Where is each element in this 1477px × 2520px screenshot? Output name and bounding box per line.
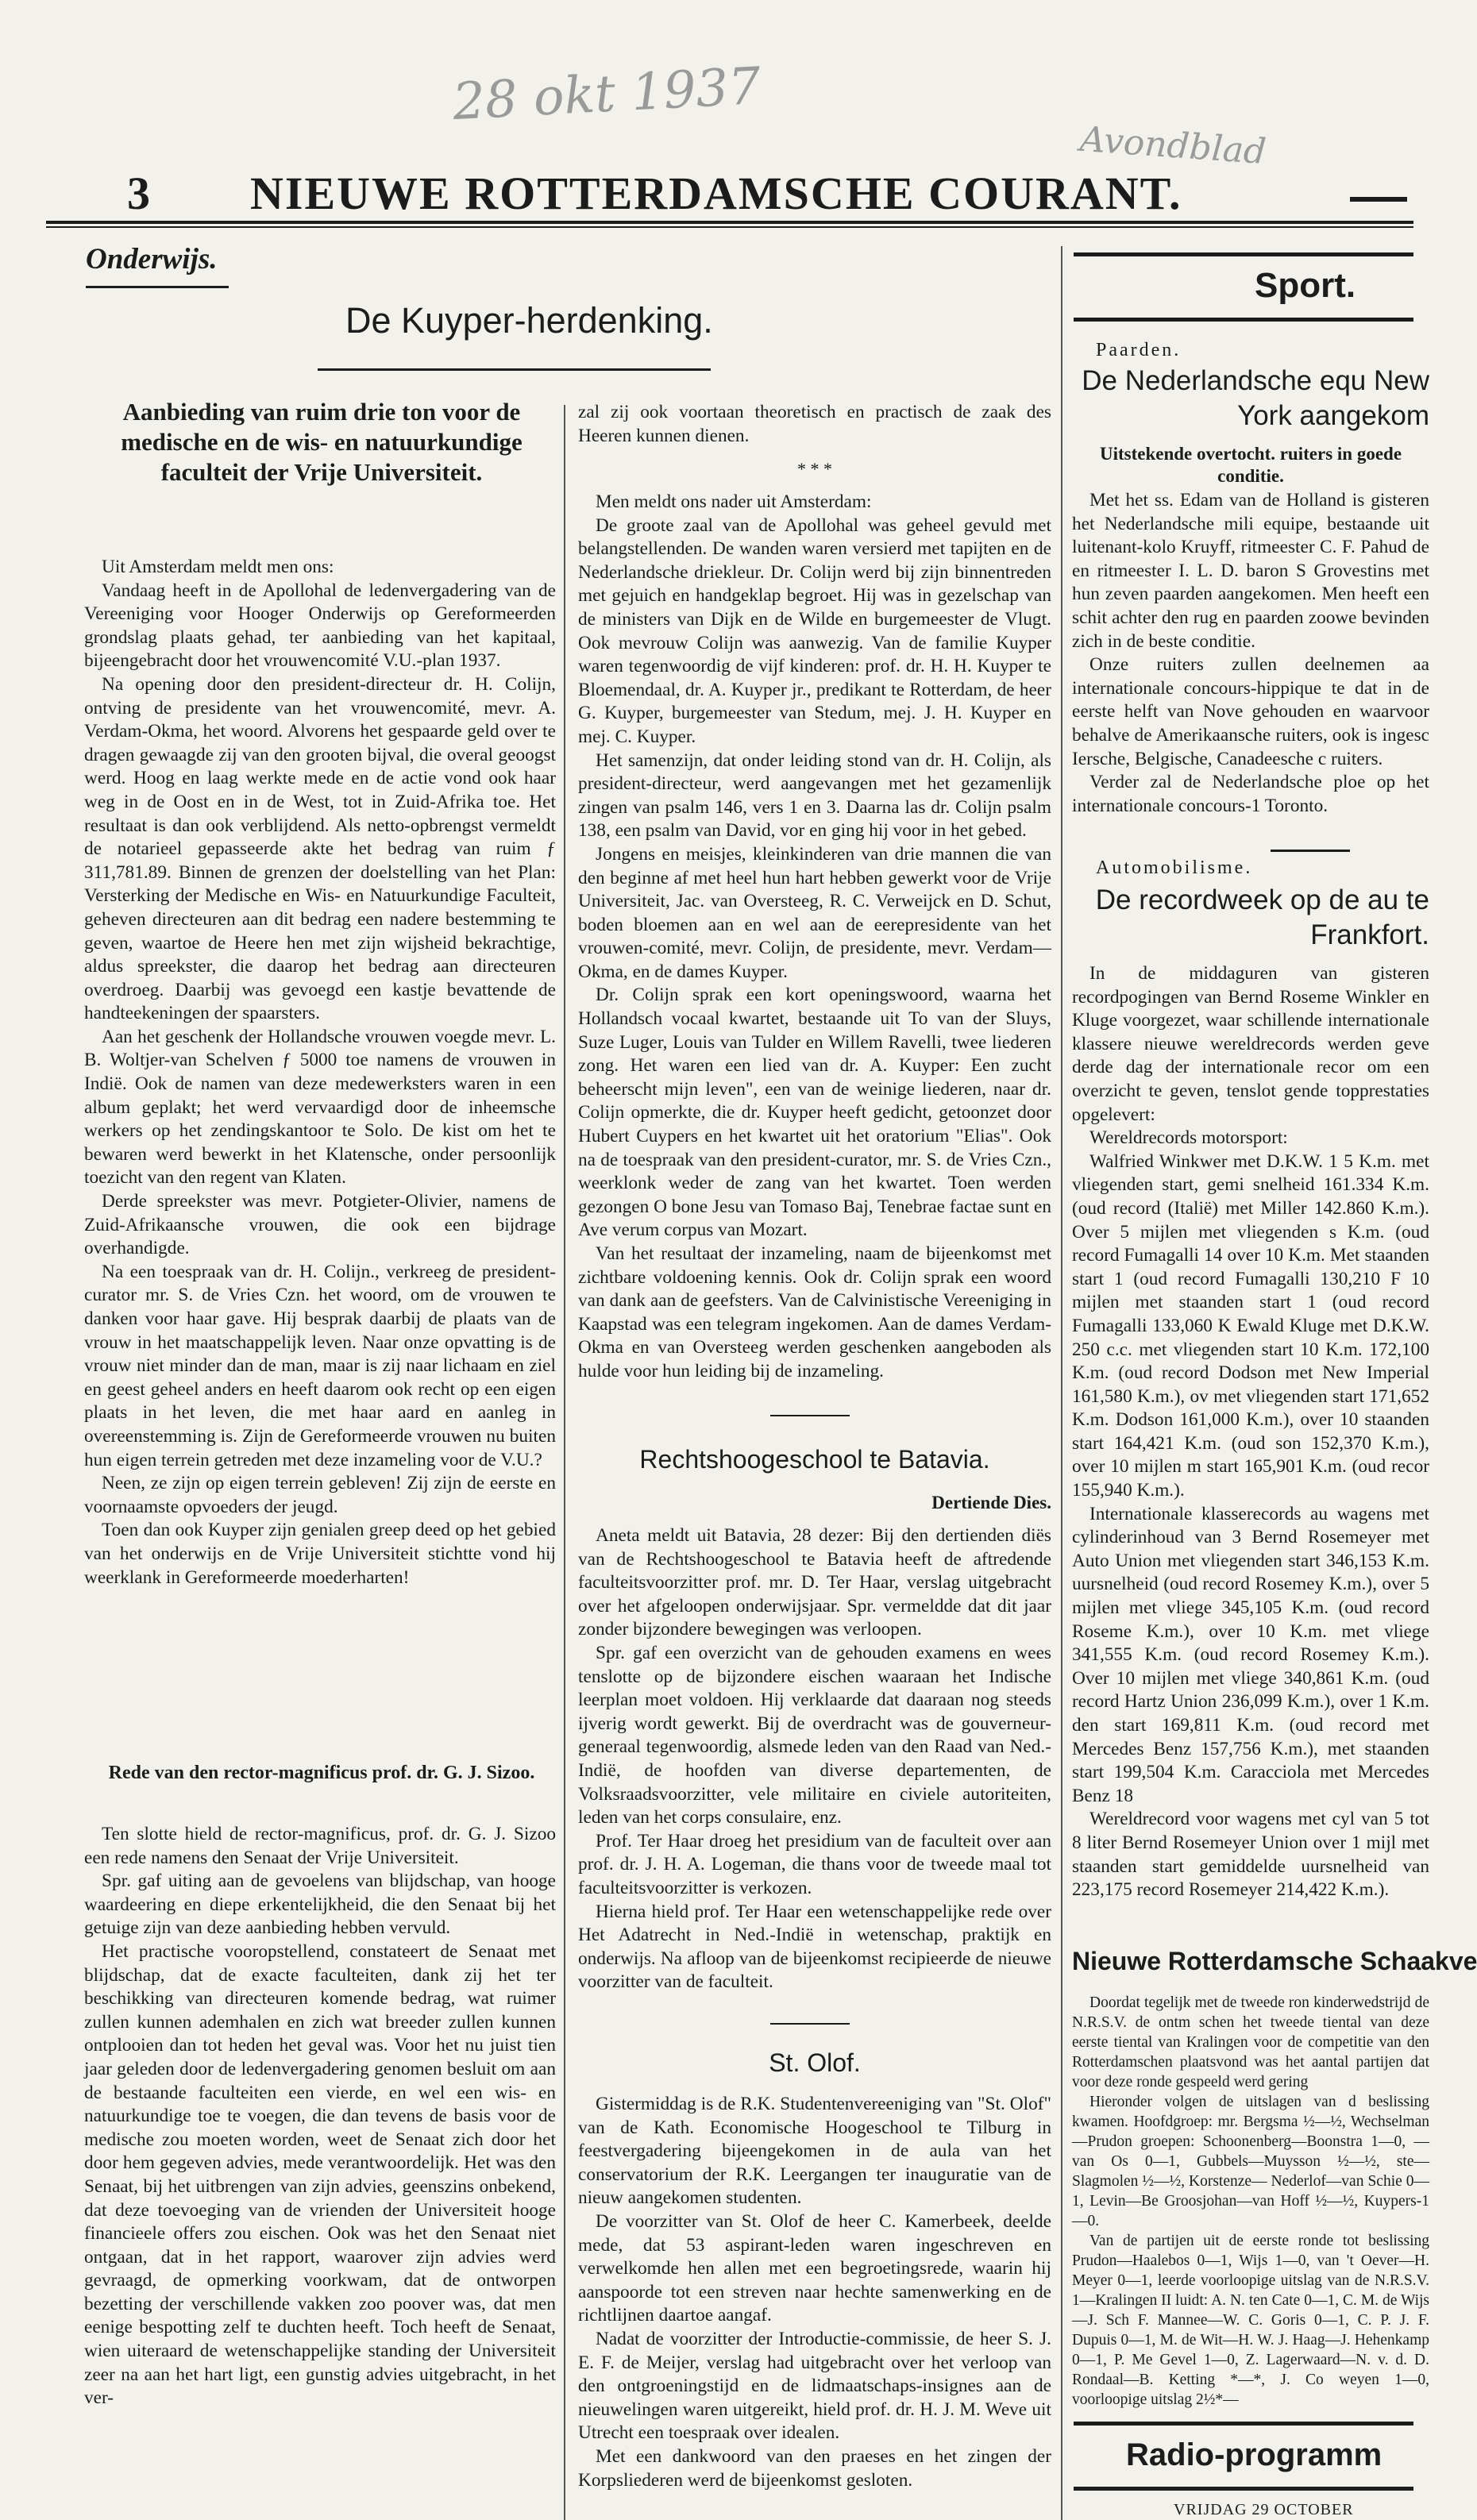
- col3-para: Van de partijen uit de eerste ronde tot beslissing Prudon—Haalebos 0—1, Wijs 1—0, van 't Oever—H. Meyer 0—1, leerde voorloopige uitslag van de N.R.S.V. 1—Kralingen II luidt: A. N. ten Cate 0—1, C. M. de Wijs—J. Sch F. Mannee—W. C. Goris 0—1, C. P. J. F. Dupuis 0—1, M. de Wit—H. W. J. Haag—J. Hehenkamp 0—1, P. Me Gevel 1—0, Z. Lagerwaard—N. v. d. D. Rondaal—B. Ketting *—*, J. Co weyen 1—0, voorloopige uitslag 2½*—: [1072, 2233, 1429, 2408]
- col3-para: Verder zal de Nederlandsche ploe op het internationale concours-1 Toronto.: [1072, 772, 1429, 816]
- radio-rule-bottom: [1074, 2487, 1413, 2491]
- col2-para: De groote zaal van de Apollohal was geheel gevuld met belangstellenden. De wanden waren versierd met tapijten en de Nederlandsche driekleur. Dr. Colijn werd bij zijn binnentreden met gejuich en handgeklap begroet. Hij was in gezelschap van de ministers van Dijk en de Wilde en burgemeester de Vlugt. Ook mevrouw Colijn was aanwezig. Van de familie Kuyper waren tegenwoordig de vijf kinderen: prof. dr. H. H. Kuyper te Bloemendaal, dr. A. Kuyper jr., predikant te Rotterdam, de heer G. Kuyper, burgemeester van Stedum, mej. J. H. Kuyper en mej. C. Kuyper.: [578, 514, 1051, 747]
- col3-para: In de middaguren van gisteren recordpogingen van Bernd Roseme Winkler en Kluge voorgezet, waar schillende internationale klassere nieuwe wereldrecords werden geve derde dag der internationale recor om een overzicht te geven, tenslot gende topprestaties opgelevert:: [1072, 963, 1429, 1125]
- auto-body: [1072, 962, 1429, 1923]
- article3-body: [578, 2093, 1051, 2520]
- main-title: De Kuyper-herdenking.: [345, 300, 713, 341]
- col1-para: Na een toespraak van dr. H. Colijn., verkreeg de president-curator mr. S. de Vries Czn. het woord, om de vrouwen te danken voor haar gave. Hij besprak daarbij de plaats van de vrouw in het maatschappelijk leven. Naar onze opvatting is de vrouw niet minder dan de man, maar is zij naar lichaam en ziel en geest geheel anders en heeft daarom ook recht op een eigen plaats in het leven, die met haar aard en aanleg in overeenstemming is. Zijn de Gereformeerde vrouwen nu buiten hun eigen terrein getreden met deze inzameling voor de V.U.?: [84, 1261, 556, 1470]
- col1-para: Spr. gaf uiting aan de gevoelens van blijdschap, van hooge waardeering en diepe erkentelijkheid, die den Senaat bij het getuige zijn van deze aanbieding hebben vervuld.: [84, 1871, 556, 1939]
- col1-para: Aan het geschenk der Hollandsche vrouwen voegde mevr. L. B. Woltjer-van Schelven ƒ 5000 toe namens de vrouwen in Indië. Ook de namen van deze medewerksters waren in een album geplakt; het werd vervaardigd door de inheemsche werkers op het zendingskantoor te Solo. De kist om het te bewaren werd bewerkt in het Klatensche, onder persoonlijk toezicht van den regent van Klaten.: [84, 1026, 556, 1189]
- radio-rule-top: [1074, 2422, 1413, 2426]
- paarden-title: De Nederlandsche equ New York aangekom: [1082, 365, 1429, 431]
- col3-para: Wereldrecord voor wagens met cyl van 5 tot 8 liter Bernd Rosemeyer Union over 1 mijl met staanden start gemiddelde uursnelheid van 223,175 record Rosemeyer 214,422 K.m.).: [1072, 1809, 1429, 1901]
- col2-para: Met een dankwoord van den praeses en het zingen der Korpsliederen werd de bijeenkomst gesloten.: [578, 2445, 1051, 2491]
- col3-para: Walfried Winkwer met D.K.W. 1 5 K.m. met vliegenden start, gemi snelheid 161.334 K.m. (oud record (Italië) met Miller 142.860 K.m.). Over 5 mijlen met vliegenden s K.m. (oud record Fumagalli 14 over 10 K.m. Met staanden start 1 (oud record Fumagalli 130,210 F 10 mijlen met staanden start 1 (oud record Fumagalli 133,060 K Ewald Kluge met D.K.W. 250 c.c. met vliegenden start 10 K.m. 172,100 K.m. (oud record Dodson met New Imperial 161,580 K.m.), ov met vliegenden start 171,652 K.m. Dodson 161,000 K.m.), over 10 staanden start 164,421 K.m. (oud son 152,370 K.m.), over 10 mijlen m start 165,901 K.m. (oud recor 155,940 K.m.).: [1072, 1150, 1429, 1501]
- col2-stars: * * *: [797, 459, 832, 479]
- col1-para: Uit Amsterdam meldt men ons:: [102, 557, 334, 577]
- col1-para: Vandaag heeft in de Apollohal de ledenvergadering van de Vereeniging voor Hooger Onderwijs op Gereformeerden grondslag plaats gehad, ter aanbieding van het kapitaal, bijeengebracht door het vrouwencomité V.U.-plan 1937.: [84, 580, 556, 672]
- masthead-dash: [1350, 197, 1407, 202]
- col1-para: Derde spreekster was mevr. Potgieter-Olivier, namens de Zuid-Afrikaansche vrouwen, die ook een bijdrage overhandigde.: [84, 1191, 556, 1259]
- handwritten-edition: Avondblad: [1078, 118, 1267, 173]
- col1-body-2: [84, 1823, 556, 2520]
- col1-para: Toen dan ook Kuyper zijn genialen greep deed op het gebied van het onderwijs en de Vrije Universiteit stichtte vond hij weerklank in Gereformeerde moederharten!: [84, 1520, 556, 1588]
- col2-separator: [770, 2023, 850, 2025]
- col2-para: De voorzitter van St. Olof de heer C. Kamerbeek, deelde mede, dat 53 aspirant-leden waren ingeschreven en verwelkomde hen allen met een begroetingsrede, waarin hij aanspoorde tot een streven naar hechte samenwerking en de richtlijnen daartoe aangaf.: [578, 2210, 1051, 2326]
- col1-heading: Aanbieding van ruim drie ton voor de medische en de wis- en natuurkundige faculteit der Vrije Universiteit.: [121, 398, 523, 486]
- page-number: 3: [127, 168, 152, 219]
- auto-title: De recordweek op de au te Frankfort.: [1095, 884, 1429, 950]
- article3-title: St. Olof.: [769, 2048, 861, 2077]
- schaak-title: Nieuwe Rotterdamsche Schaakve: [1072, 1947, 1477, 1975]
- col3-para: Doordat tegelijk met de tweede ron kinderwedstrijd de N.R.S.V. de ontm schen het tweede tiental van deze eerste tiental van Kralingen voor de competitie van den Rotterdamschen plaatsvond was het aantal partijen dat voor deze ronde gespeeld werd gering: [1072, 1994, 1429, 2090]
- sport-rule-top: [1074, 252, 1413, 256]
- handwritten-date: 28 okt 1937: [451, 56, 762, 133]
- col2-para: Van het resultaat der inzameling, naam de bijeenkomst met zichtbare voldoening kennis. Ook dr. Colijn sprak een woord van dank aan de geefsters. Van de Calvinistische Vereeniging in Kaapstad was een telegram ingekomen. Aan de dames Verdam-Okma en van Oversteeg werden geschenken aangeboden als hulde voor hun leiding bij de inzameling.: [578, 1243, 1051, 1381]
- article2-title: Rechtshoogeschool te Batavia.: [639, 1445, 990, 1474]
- col2-continuation: [578, 401, 1051, 457]
- col1-para: Het practische vooropstellend, constateert de Senaat met blijdschap, dat de exacte faculteiten, dank zij het ter beschikking van directeuren komende bedrag, wat ruimer zullen kunnen ademhalen en zich wat breeder zullen kunnen ontplooien dan tot heden het geval was. Voor het nu juist tien jaar geleden door de ledenvergadering genomen besluit om aan de bestaande faculteiten een vierde, en wel een wis- en natuurkundige toe te voegen, die dan tevens de basis voor de medische zou moeten worden, weet de Senaat zich door het door hem gegeven advies, mede verantwoordelijk. Het was den Senaat, bij het uitbrengen van zijn advies, geenszins onbekend, dat deze toevoeging van de vrienden der Universiteit hooge financieele offers zou eischen. Ook was het den Senaat niet ontgaan, dat in het rapport, waarover zijn advies werd gevraagd, de opmerking voorkwam, dat de ontworpen bezetting der verschillende vakken zoo poover was, dat men eenige bespotting zelf te duchten heeft. Toch heeft de Senaat, wien uiteraard de wetenschappelijke standing der Universiteit zeer na aan het hart ligt, een gunstig advies uitgebracht, in het ver-: [84, 1940, 556, 2409]
- section-underline: [86, 286, 229, 288]
- col2-para: Hierna hield prof. Ter Haar een wetenschappelijke rede over Het Adatrecht in Ned.-Indië in wetenschap, praktijk en onderwijs. Na afloop van de bijeenkomst recipieerde de nieuwe voorzitter van de faculteit.: [578, 1901, 1051, 1993]
- section-sport: Sport.: [1255, 266, 1356, 305]
- col1-para: Ten slotte hield de rector-magnificus, prof. dr. G. J. Sizoo een rede namens den Senaat der Vrije Universiteit.: [84, 1824, 556, 1868]
- col3-para: Hieronder volgen de uitslagen van d beslissing kwamen. Hoofdgroep: mr. Bergsma ½—½, Wechselman—Prudon groepen: Schoonenberg—Boonstra 1—0, —van Os 0—1, Gubbels—Muysson ½—½, ste—Slagmolen ½—½, Korstenze— Nederlof—van Schie 0—1, Levin—Be Groosjohan—van Hoff ½—½, Kuypers-1—0.: [1072, 2094, 1429, 2229]
- title-rule: [318, 368, 711, 371]
- col1-body: [84, 556, 556, 1699]
- schaak-body: [1072, 1993, 1429, 2437]
- col2-para: Spr. gaf een overzicht van de gehouden examens en wees tenslotte op de bijzondere eischen waaraan het Indische leerplan moet voldoen. Hij verklaarde dat daaraan nog steeds ijverig wordt gewerkt. Bij de overdracht was de gouverneur-generaal tegenwoordig, alsmede leden van den Raad van Ned.-Indië, de hoofden van diverse departementen, de Volksraadsvoorzitter, vele militaire en civiele autoriteiten, leden van het corps consulaire, enz.: [578, 1642, 1051, 1828]
- article2-byline: Dertiende Dies.: [931, 1493, 1051, 1512]
- col1-subheading: Rede van den rector-magnificus prof. dr. G. J. Sizoo.: [108, 1763, 535, 1783]
- col2-para: Jongens en meisjes, kleinkinderen van drie mannen die van den beginne af met heel hun hart hebben gewerkt voor de Vrije Universiteit, Jac. van Oversteeg, R. C. Verweijck en D. Schut, boden bloemen aan en wel aan de eerepresidente van het vrouwen-comité, mevr. Colijn, de presidente, mevr. Verdam—Okma, en de dames Kuyper.: [578, 843, 1051, 982]
- auto-kicker: Automobilisme.: [1096, 857, 1253, 878]
- paarden-body: [1072, 489, 1429, 838]
- article2-body: [578, 1524, 1051, 2017]
- col2-para: Aneta meldt uit Batavia, 28 dezer: Bij den dertienden diës van de Rechtshoogeschool te Batavia heeft de aftredende faculteitsvoorzitter prof. mr. D. Ter Haar, verslag uitgebracht over het afgeloopen onderwijsjaar. Spr. vermeldde dat dit jaar zonder bijzondere bewegingen was verloopen.: [578, 1525, 1051, 1640]
- col2-para: Men meldt ons nader uit Amsterdam:: [596, 491, 872, 512]
- col1-para: Na opening door den president-directeur dr. H. Colijn, ontving de presidente van het vrouwencomité, mevr. A. Verdam-Okma, het woord. Alvorens het gespaarde geld over te dragen gewaagde zij van den grooten bijval, die overal geoogst werd. Hoog en laag werkte mede en de actie vond ook haar weg in de Oost en in de West, tot in Zuid-Afrika toe. Het resultaat is dan ook verblijdend. Als netto-opbrengst vermeldt de notarieel gepasseerde akte het bedrag van ruim ƒ 311,781.89. Binnen de grenzen der doelstelling van het Plan: Versterking der Medische en Wis- en Natuurkundige Faculteit, geheven directeuren aan dit bedrag een nadere bestemming te geven, waartoe de Heere hen met zijn wijsheid bekrachtige, aldus spreekster, die daarop het bedrag aan directeuren overdroeg. Daarbij was gevoegd een kastje bevattende de handteekeningen der spaarsters.: [84, 673, 556, 1024]
- paarden-kicker: Paarden.: [1096, 340, 1182, 360]
- masthead-rule-thin: [46, 226, 1413, 228]
- paarden-subtitle: Uitstekende overtocht. ruiters in goede conditie.: [1099, 444, 1402, 486]
- col2-para: zal zij ook voortaan theoretisch en practisch de zaak des Heeren kunnen dienen.: [578, 402, 1051, 446]
- col2-body: [578, 491, 1051, 1404]
- col2-para: Nadat de voorzitter der Introductie-commissie, de heer S. J. E. F. de Meijer, verslag had uitgebracht over het verloop van den ontgroeningstijd en de lidmaatschaps-insignes aan de nieuwelingen waren uitgereikt, hield prof. dr. H. J. M. Weve uit Utrecht een toespraak over idealen.: [578, 2328, 1051, 2444]
- col1-para: Neen, ze zijn op eigen terrein gebleven! Zij zijn de eerste en voornaamste opvoeders der jeugd.: [84, 1473, 556, 1517]
- newspaper-masthead: NIEUWE ROTTERDAMSCHE COURANT.: [250, 168, 1182, 219]
- col2-para: Dr. Colijn sprak een kort openingswoord, waarna het Hollandsch vocaal kwartet, bestaande uit To van der Sluys, Suze Luger, Louis van Tulder en Willem Ravelli, twee liederen zong. Het waren een lied van dr. A. Kuyper: Een zucht beheerscht mijn leven", een van de weinige liederen, naar dr. Colijn opmerkte, die dr. Kuyper heeft gedicht, getoonzet door Hubert Cuypers en het kwartet uit het oratorium "Elias". Ook na de toespraak van den president-curator, mr. S. de Vries Czn., weerklonk weder de zang van het kwartet. Toen werden gezongen O bone Jesu van Tomaso Baj, Tenebrae factae sunt en Ave verum corpus van Mozart.: [578, 984, 1051, 1241]
- masthead-rule: [46, 221, 1413, 224]
- radio-sub: VRIJDAG 29 OCTOBER: [1174, 2501, 1354, 2518]
- col2-para: Het samenzijn, dat onder leiding stond van dr. H. Colijn, als president-directeur, werd aangevangen met het gezamenlijk zingen van psalm 146, vers 1 en 3. Daarna las dr. Colijn psalm 138, een psalm van David, vor en ging hij voor in het gebed.: [578, 749, 1051, 842]
- col3-para: Onze ruiters zullen deelnemen aa internationale concours-hippique te dat in de eerste helft van Nove gehouden en waarvoor behalve de Amerikaansche ruiters, ook is ingesc Iersche, Belgische, Canadeesche c ruiters.: [1072, 654, 1429, 769]
- radio-title: Radio-programm: [1126, 2437, 1383, 2472]
- col2-separator: [770, 1415, 850, 1416]
- sport-rule-bottom: [1074, 318, 1413, 322]
- column-divider-1: [564, 405, 565, 2520]
- col3-para: Wereldrecords motorsport:: [1089, 1127, 1288, 1149]
- col2-para: Gistermiddag is de R.K. Studentenvereeniging van "St. Olof" van de Kath. Economische Hoogeschool te Tilburg in feestvergadering bijeengekomen in de aula van het conservatorium der R.K. Leergangen ter inauguratie van de nieuw aangekomen studenten.: [578, 2094, 1051, 2209]
- col3-separator: [1271, 850, 1350, 852]
- col3-para: Met het ss. Edam van de Holland is gisteren het Nederlandsche mili equipe, bestaande uit luitenant-kolo Kruyff, ritmeester C. F. Pahud de en ritmeester I. L. D. baron S Grovestins met hun zeven paarden aangekomen. Men heeft een schit achter den rug en paarden zoowe bevinden zich in de beste conditie.: [1072, 490, 1429, 652]
- column-divider-2: [1061, 246, 1062, 2520]
- section-onderwijs: Onderwijs.: [86, 243, 218, 276]
- col2-para: Prof. Ter Haar droeg het presidium van de faculteit over aan prof. dr. J. H. A. Logeman, die thans voor de tweede maal tot faculteitsvoorzitter is verkozen.: [578, 1830, 1051, 1898]
- col3-para: Internationale klasserecords au wagens met cylinderinhoud van 3 Bernd Rosemeyer met Auto Union met vliegenden start 346,153 K.m. uursnelheid (oud record Rosemey K.m.), over 5 mijlen met vliege 345,105 K.m. (oud record Roseme K.m.), over 10 K.m. met vliege 341,555 K.m. (oud record Rosemey K.m.). Over 10 mijlen met vliege 340,861 K.m. (oud record Hartz Union 236,099 K.m.), over 1 K.m. den start 169,811 K.m. (oud record met Mercedes Benz 157,756 K.m.), met staanden start 199,504 K.m. Caracciola met Mercedes Benz 18: [1072, 1503, 1429, 1806]
